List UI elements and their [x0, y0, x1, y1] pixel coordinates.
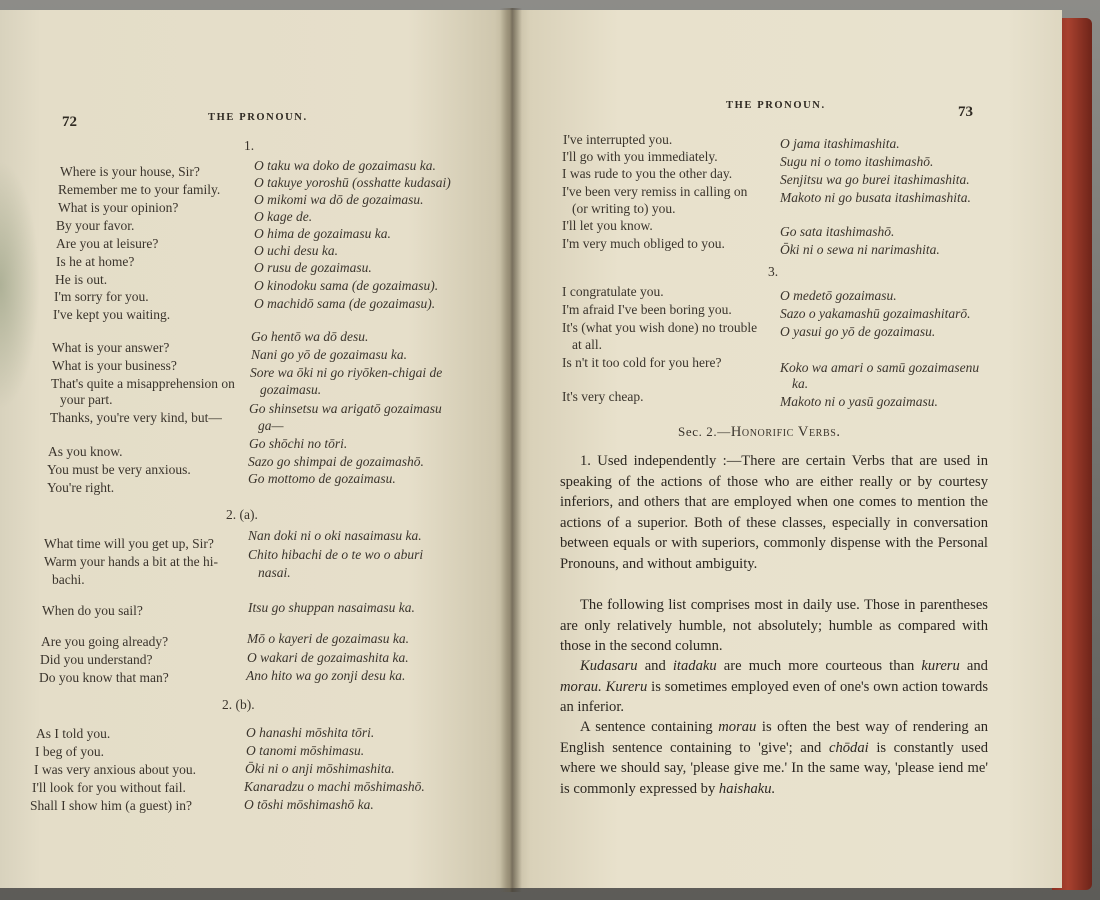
english-phrase: I was rude to you the other day.	[562, 166, 733, 181]
japanese-phrase: Go shinsetsu wa arigatō gozaimasu	[249, 401, 442, 416]
japanese-phrase: Ano hito wa go zonji desu ka.	[246, 668, 406, 683]
english-phrase: Shall I show him (a guest) in?	[30, 798, 192, 813]
text-run: is sometimes employed even of one's own action towards an inferior.	[560, 678, 988, 715]
term: haishaku.	[718, 780, 776, 797]
text-run: A sentence containing	[580, 719, 719, 735]
japanese-phrase: O uchi desu ka.	[254, 243, 338, 258]
english-phrase: When do you sail?	[42, 603, 143, 618]
english-phrase: Is he at home?	[56, 254, 135, 269]
english-phrase: You must be very anxious.	[47, 462, 191, 477]
right-page-number: 73	[958, 104, 973, 120]
paragraph-3	[560, 656, 988, 718]
section-heading-3: 3.	[768, 264, 779, 279]
right-page	[508, 10, 1062, 888]
english-phrase: your part.	[60, 392, 113, 407]
japanese-phrase: O rusu de gozaimasu.	[254, 260, 372, 275]
section-heading-2a: 2. (a).	[226, 507, 258, 522]
english-phrase: I'll look for you without fail.	[32, 780, 186, 795]
term: morau.	[560, 678, 602, 695]
term: morau	[718, 719, 757, 735]
japanese-phrase: Go hentō wa dō desu.	[251, 329, 369, 344]
english-phrase: Thanks, you're very kind, but—	[50, 410, 222, 425]
japanese-phrase: Mō o kayeri de gozaimasu ka.	[247, 631, 409, 646]
text-run: is often the best way of rendering an English sentence containing to 'give'; and	[560, 719, 988, 756]
english-phrase: I beg of you.	[35, 744, 104, 759]
japanese-phrase: Go shōchi no tōri.	[249, 436, 348, 451]
japanese-phrase: O kinodoku sama (de gozaimasu).	[254, 278, 439, 293]
paragraph-2: The following list comprises most in daily use. Those in parentheses are only relatively humble, not absolutely; humble as compared with those in the second column.	[560, 597, 988, 654]
text-run: and	[959, 658, 988, 674]
english-phrase: at all.	[572, 337, 602, 352]
right-running-head: THE PRONOUN.	[726, 100, 826, 111]
english-phrase: I've been very remiss in calling on	[562, 184, 748, 199]
japanese-phrase: ga—	[258, 418, 284, 433]
japanese-phrase: O yasui go yō de gozaimasu.	[780, 324, 936, 339]
english-phrase: What is your opinion?	[58, 200, 179, 215]
japanese-phrase: Senjitsu wa go burei itashimashita.	[780, 172, 970, 187]
english-phrase: As I told you.	[36, 726, 111, 741]
english-phrase: You're right.	[47, 480, 115, 495]
japanese-phrase: Koko wa amari o samū gozaimasenu	[780, 360, 980, 375]
english-phrase: I congratulate you.	[562, 284, 664, 299]
english-phrase: I've kept you waiting.	[53, 307, 171, 322]
japanese-phrase: ka.	[792, 376, 809, 391]
japanese-phrase: O medetō gozaimasu.	[780, 288, 897, 303]
japanese-phrase: O takuye yoroshū (osshatte kudasai)	[254, 175, 451, 190]
paragraph-4	[560, 717, 988, 799]
section-title-text: Honorific Verbs.	[730, 424, 841, 440]
japanese-phrase: Makoto ni go busata itashimashita.	[780, 190, 971, 205]
japanese-phrase: gozaimasu.	[260, 382, 322, 397]
japanese-phrase: Go sata itashimashō.	[780, 224, 895, 239]
section-heading-2b: 2. (b).	[222, 697, 255, 712]
japanese-phrase: Makoto ni o yasū gozaimasu.	[780, 394, 938, 409]
paragraph-1: 1. Used independently :—There are certain Verbs that are used in speaking of the actions of those who are either really or by courtesy inferiors, and others that are employed when one comes to mention the actions of a superior. Both of these classes, especially in conversation between equals or with superiors, commonly dispense with the Personal Pronouns, and without ambiguity.	[560, 453, 988, 572]
english-phrase: Did you understand?	[40, 652, 153, 667]
section-heading-1: 1.	[244, 138, 255, 153]
book-gutter	[500, 8, 522, 892]
section-title	[678, 424, 841, 440]
english-phrase: By your favor.	[56, 218, 135, 233]
text-run: is constantly used where we should say, 'please give me.' In the same way, 'please iend me' is commonly expressed by	[560, 739, 989, 797]
term: chōdai	[828, 739, 869, 756]
japanese-phrase: Ōki ni o sewa ni narimashita.	[780, 242, 940, 257]
english-phrase: He is out.	[55, 272, 108, 287]
english-phrase: I was very anxious about you.	[34, 762, 196, 777]
term: Kureru	[605, 678, 648, 695]
english-phrase: Remember me to your family.	[58, 182, 221, 197]
japanese-phrase: O machidō sama (de gozaimasu).	[254, 296, 436, 311]
japanese-phrase: Sugu ni o tomo itashimashō.	[780, 154, 934, 169]
english-phrase: It's (what you wish done) no trouble	[562, 320, 758, 335]
japanese-phrase: O hima de gozaimasu ka.	[254, 226, 391, 241]
left-page	[0, 10, 510, 888]
japanese-phrase: Sazo o yakamashū gozaimashitarō.	[780, 306, 971, 321]
japanese-phrase: Nan doki ni o oki nasaimasu ka.	[248, 528, 422, 543]
english-phrase: What is your answer?	[52, 340, 170, 355]
left-running-head: THE PRONOUN.	[208, 112, 308, 123]
english-phrase: What time will you get up, Sir?	[44, 536, 214, 551]
english-phrase: Where is your house, Sir?	[60, 164, 200, 179]
japanese-phrase: O kage de.	[254, 209, 313, 224]
english-phrase: I'll let you know.	[562, 218, 653, 233]
section-title-prefix: Sec. 2.—	[678, 424, 731, 439]
japanese-phrase: O taku wa doko de gozaimasu ka.	[254, 158, 436, 173]
english-phrase: I'm afraid I've been boring you.	[562, 302, 732, 317]
term: itadaku	[672, 658, 717, 674]
japanese-phrase: O jama itashimashita.	[780, 136, 900, 151]
japanese-phrase: Sore wa ōki ni go riyōken-chigai de	[250, 365, 443, 380]
japanese-phrase: O hanashi mōshita tōri.	[246, 725, 375, 740]
japanese-phrase: Sazo go shimpai de gozaimashō.	[248, 454, 424, 469]
english-phrase: Are you at leisure?	[56, 236, 159, 251]
japanese-phrase: O wakari de gozaimashita ka.	[247, 650, 409, 665]
japanese-phrase: nasai.	[258, 565, 291, 580]
text-run: and	[637, 658, 673, 674]
english-phrase: Are you going already?	[41, 634, 169, 649]
japanese-phrase: O tōshi mōshimashō ka.	[244, 797, 374, 812]
english-phrase: What is your business?	[52, 358, 177, 373]
english-phrase: I'm very much obliged to you.	[562, 236, 725, 251]
japanese-phrase: Itsu go shuppan nasaimasu ka.	[248, 600, 415, 615]
english-phrase: bachi.	[52, 572, 85, 587]
english-phrase: I'll go with you immediately.	[562, 149, 718, 164]
text-run: are much more courteous than	[716, 658, 922, 674]
japanese-phrase: Kanaradzu o machi mōshimashō.	[244, 779, 425, 794]
english-phrase: (or writing to) you.	[572, 201, 676, 216]
english-phrase: I'm sorry for you.	[54, 289, 149, 304]
english-phrase: As you know.	[48, 444, 123, 459]
japanese-phrase: O tanomi mōshimasu.	[246, 743, 365, 758]
english-phrase: Do you know that man?	[39, 670, 169, 685]
japanese-phrase: Go mottomo de gozaimasu.	[248, 471, 396, 486]
japanese-phrase: Chito hibachi de o te wo o aburi	[248, 547, 424, 562]
term: Kudasaru	[580, 658, 638, 674]
english-phrase: Warm your hands a bit at the hi-	[44, 554, 218, 569]
term: kureru	[921, 658, 960, 674]
page-stain	[0, 160, 40, 410]
english-phrase: Is n't it too cold for you here?	[562, 355, 722, 370]
japanese-phrase: O mikomi wa dō de gozaimasu.	[254, 192, 424, 207]
english-phrase: It's very cheap.	[562, 389, 644, 404]
japanese-phrase: Ōki ni o anji mōshimashita.	[245, 761, 395, 776]
english-phrase: That's quite a misapprehension on	[51, 376, 235, 391]
left-page-number: 72	[62, 114, 77, 130]
japanese-phrase: Nani go yō de gozaimasu ka.	[251, 347, 407, 362]
english-phrase: I've interrupted you.	[563, 132, 673, 147]
